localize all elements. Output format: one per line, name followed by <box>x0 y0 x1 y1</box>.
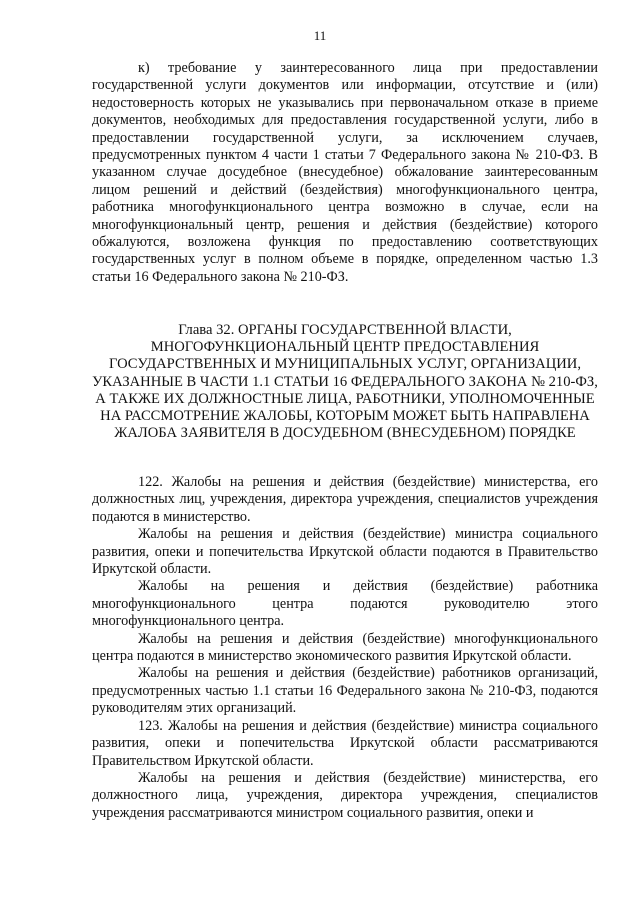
paragraph-mfc-complaints: Жалобы на решения и действия (бездействие) многофункционального центра подаются в министерство экономического развития Иркутской области. <box>92 630 598 665</box>
section-k-block <box>92 60 598 286</box>
paragraph-122: 122. Жалобы на решения и действия (бездействие) министерства, его должностных лиц, учреждения, директора учреждения, специалистов учреждения подаются в министерство. <box>92 474 598 525</box>
chapter-heading: Глава 32. ОРГАНЫ ГОСУДАРСТВЕННОЙ ВЛАСТИ, МНОГОФУНКЦИОНАЛЬНЫЙ ЦЕНТР ПРЕДОСТАВЛЕНИЯ ГОСУДАРСТВЕННЫХ И МУНИЦИПАЛЬНЫХ УСЛУГ, ОРГАНИЗАЦИИ, УКАЗАННЫЕ В ЧАСТИ 1.1 СТАТЬИ 16 ФЕДЕРАЛЬНОГО ЗАКОНА № 210-ФЗ, А ТАКЖЕ ИХ ДОЛЖНОСТНЫЕ ЛИЦА, РАБОТНИКИ, УПОЛНОМОЧЕННЫЕ НА РАССМОТРЕНИЕ ЖАЛОБЫ, КОТОРЫМ МОЖЕТ БЫТЬ НАПРАВЛЕНА ЖАЛОБА ЗАЯВИТЕЛЯ В ДОСУДЕБНОМ (ВНЕСУДЕБНОМ) ПОРЯДКЕ <box>92 322 598 442</box>
paragraph-k: к) требование у заинтересованного лица при предоставлении государственной услуги документов или информации, отсутствие и (или) недостоверность которых не указывались при первоначальном отказе в приеме документов, необходимых для предоставления государственной услуги, либо в предоставлении государственной услуги, за исключением случаев, предусмотренных пунктом 4 части 1 статьи 7 Федерального закона № 210-ФЗ. В указанном случае досудебное (внесудебное) обжалование заинтересованным лицом решений и действий (бездействия) многофункционального центра, работника многофункционального центра возможно в случае, если на многофункциональный центр, решения и действия (бездействие) которого обжалуются, возложена функция по предоставлению соответствующих государственных услуг в полном объеме в порядке, определенном частью 1.3 статьи 16 Федерального закона № 210-ФЗ. <box>92 60 598 285</box>
page-number: 11 <box>313 28 327 43</box>
paragraph-minister-complaints: Жалобы на решения и действия (бездействие) министра социального развития, опеки и попечительства Иркутской области подаются в Правительство Иркутской области. <box>92 526 598 578</box>
paragraph-organization-complaints: Жалобы на решения и действия (бездействие) работников организаций, предусмотренных частью 1.1 статьи 16 Федерального закона № 210-ФЗ, подаются руководителям этих организаций. <box>92 665 598 717</box>
paragraph-123: 123. Жалобы на решения и действия (бездействие) министра социального развития, опеки и попечительства Иркутской области рассматриваются Правительством Иркутской области. <box>92 717 598 769</box>
complaints-block <box>92 474 598 822</box>
paragraph-mfc-worker-complaints: Жалобы на решения и действия (бездействие) работника многофункционального центра подаются руководителю этого многофункционального центра. <box>92 578 598 630</box>
paragraph-ministry-complaints: Жалобы на решения и действия (бездействие) министерства, его должностного лица, учреждения, директора учреждения, специалистов учреждения рассматриваются министром социального развития, опеки и <box>92 769 598 821</box>
